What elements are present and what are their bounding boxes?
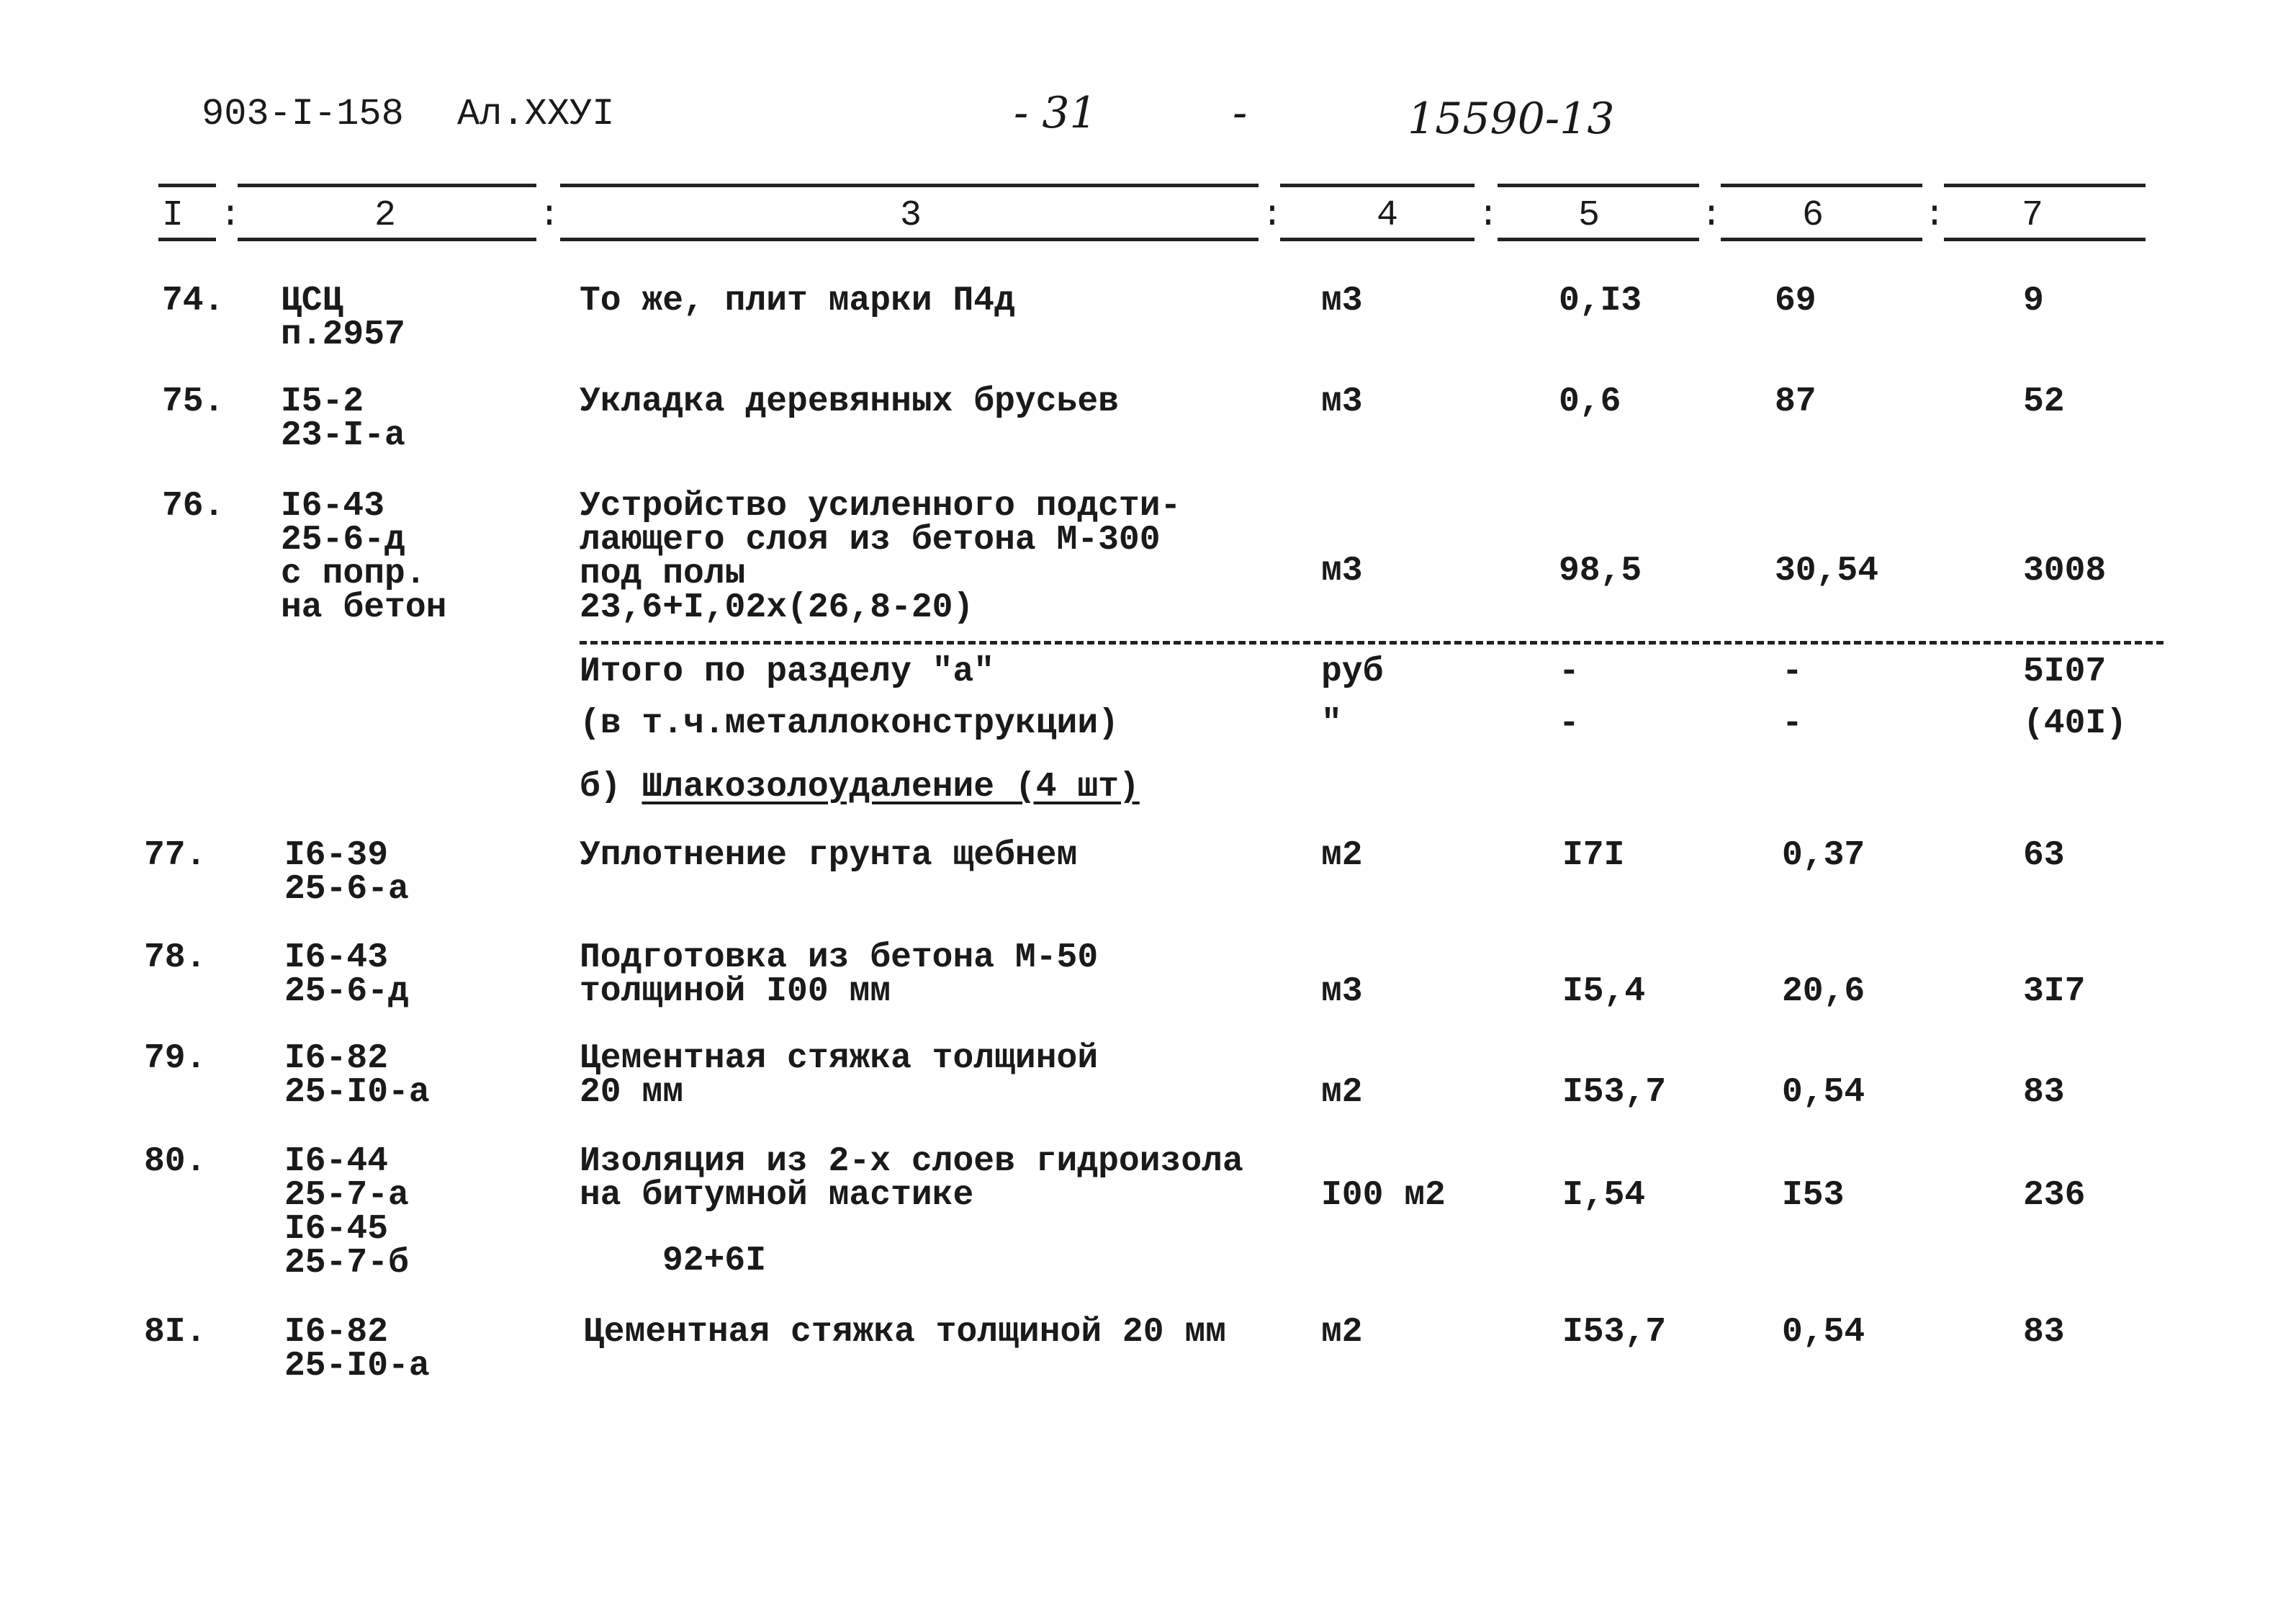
header-rule [1280, 184, 1475, 187]
unit: м2 [1321, 1313, 1363, 1352]
unit: I00 м2 [1321, 1176, 1446, 1215]
header-rule [238, 238, 536, 241]
quantity: 0,6 [1559, 382, 1621, 421]
section-heading [580, 768, 1140, 807]
column-separator: : [1701, 195, 1723, 236]
row-number: 80. [144, 1142, 207, 1181]
norm-code-line: на бетон [281, 588, 447, 627]
subtotal-incl-total: (40I) [2023, 704, 2128, 743]
unit: м3 [1321, 972, 1363, 1011]
work-description-line: под полы [580, 555, 746, 593]
header-rule [1944, 184, 2146, 187]
work-description-line: на битумной мастике [580, 1176, 974, 1215]
norm-code-line: I5-2 [281, 382, 364, 421]
page-number: - 31 [1014, 88, 1097, 138]
total-cost: 52 [2023, 382, 2065, 421]
unit: м3 [1321, 382, 1363, 421]
norm-code-line: 25-6-д [284, 972, 409, 1011]
total-cost: 236 [2023, 1176, 2086, 1215]
subtotal-price: - [1782, 652, 1803, 691]
quantity: I53,7 [1562, 1073, 1667, 1112]
sheet-label: Ал.ХХУI [457, 93, 615, 135]
work-description-line: Укладка деревянных брусьев [580, 382, 1119, 421]
column-separator: : [220, 195, 242, 236]
norm-code-line: 25-6-а [284, 870, 409, 909]
header-rule [560, 238, 1259, 241]
work-description-line: Уплотнение грунта щебнем [580, 836, 1078, 875]
subtotal-incl-label: (в т.ч.металлоконструкции) [580, 704, 1119, 743]
header-rule [158, 238, 216, 241]
header-rule [1498, 238, 1699, 241]
unit-price: 0,37 [1782, 836, 1865, 875]
unit: м2 [1321, 1073, 1363, 1112]
header-rule [1498, 184, 1699, 187]
column-number: 4 [1377, 195, 1399, 236]
column-number: 3 [900, 195, 922, 236]
work-description-line: Цементная стяжка толщиной 20 мм [583, 1313, 1226, 1352]
quantity: I53,7 [1562, 1313, 1667, 1352]
norm-code-line: 25-7-б [284, 1244, 409, 1283]
norm-code-line: I6-45 [284, 1210, 389, 1249]
subtotal-incl-unit: " [1321, 704, 1342, 743]
unit-price: 30,54 [1775, 552, 1879, 591]
norm-code-line: 23-I-а [281, 416, 405, 455]
norm-code-line: 25-I0-а [284, 1073, 430, 1112]
work-description-line: Изоляция из 2-х слоев гидроизола [580, 1142, 1243, 1181]
header-rule [1721, 184, 1922, 187]
calculation-note: 92+6I [662, 1242, 767, 1280]
subtotal-label: Итого по разделу "а" [580, 652, 995, 691]
column-separator: : [1477, 195, 1500, 236]
column-separator: : [539, 195, 561, 236]
header-rule [238, 184, 536, 187]
norm-code-line: I6-44 [284, 1142, 389, 1181]
work-description-line: Подготовка из бетона М-50 [580, 938, 1099, 977]
work-description-line: То же, плит марки П4д [580, 282, 1015, 320]
total-cost: 83 [2023, 1073, 2065, 1112]
work-description-line: толщиной I00 мм [580, 972, 891, 1011]
page-dash: - [1233, 88, 1248, 138]
unit-price: I53 [1782, 1176, 1845, 1215]
row-number: 77. [144, 836, 207, 875]
row-number: 78. [144, 938, 207, 977]
column-number: 7 [2022, 195, 2044, 236]
norm-code-line: 25-6-д [281, 521, 405, 560]
section-prefix: б) [580, 768, 642, 807]
norm-code-line: I6-39 [284, 836, 389, 875]
header-rule [1280, 238, 1475, 241]
unit: м3 [1321, 282, 1363, 320]
work-description-line: 23,6+I,02х(26,8-20) [580, 588, 974, 627]
norm-code-line: с попр. [281, 555, 426, 593]
header-rule [1721, 238, 1922, 241]
norm-code-line: I6-82 [284, 1039, 389, 1078]
column-number: 2 [374, 195, 397, 236]
norm-code-line: I6-82 [284, 1313, 389, 1352]
quantity: 98,5 [1559, 552, 1642, 591]
work-description-line: Цементная стяжка толщиной [580, 1039, 1099, 1078]
norm-code-line: п.2957 [281, 315, 405, 354]
norm-code-line: 25-7-а [284, 1176, 409, 1215]
unit: м2 [1321, 836, 1363, 875]
work-description-line: 20 мм [580, 1073, 684, 1112]
header-rule [158, 184, 216, 187]
column-number: 5 [1578, 195, 1601, 236]
quantity: I,54 [1562, 1176, 1646, 1215]
row-number: 74. [162, 282, 225, 320]
section-title: Шлакозолоудаление (4 шт) [641, 768, 1140, 807]
total-cost: 9 [2023, 282, 2044, 320]
norm-code-line: I6-43 [281, 487, 385, 526]
total-cost: 63 [2023, 836, 2065, 875]
unit-price: 87 [1775, 382, 1816, 421]
subtotal-incl-quantity: - [1559, 704, 1580, 743]
unit-price: 69 [1775, 282, 1816, 320]
work-description-line: лающего слоя из бетона М-300 [580, 521, 1161, 560]
column-number: 6 [1802, 195, 1824, 236]
total-cost: 3I7 [2023, 972, 2086, 1011]
subtotal-quantity: - [1559, 652, 1580, 691]
quantity: 0,I3 [1559, 282, 1642, 320]
subtotal-total: 5I07 [2023, 652, 2107, 691]
quantity: I7I [1562, 836, 1625, 875]
quantity: I5,4 [1562, 972, 1646, 1011]
work-description-line: Устройство усиленного подсти- [580, 487, 1181, 526]
total-cost: 3008 [2023, 552, 2107, 591]
subtotal-unit: руб [1321, 652, 1384, 691]
column-number: I [162, 195, 184, 236]
inventory-number: 15590-13 [1408, 94, 1615, 144]
norm-code-line: I6-43 [284, 938, 389, 977]
norm-code-line: 25-I0-а [284, 1347, 430, 1386]
section-divider [580, 641, 2164, 645]
header-rule [560, 184, 1259, 187]
header-rule [1944, 238, 2146, 241]
norm-code-line: ЦСЦ [281, 282, 343, 320]
row-number: 8I. [144, 1313, 207, 1352]
subtotal-incl-price: - [1782, 704, 1803, 743]
column-separator: : [1924, 195, 1946, 236]
unit-price: 0,54 [1782, 1073, 1865, 1112]
unit: м3 [1321, 552, 1363, 591]
unit-price: 0,54 [1782, 1313, 1865, 1352]
column-separator: : [1261, 195, 1284, 236]
document-code: 903-I-158 [202, 93, 404, 135]
total-cost: 83 [2023, 1313, 2065, 1352]
row-number: 75. [162, 382, 225, 421]
row-number: 76. [162, 487, 225, 526]
row-number: 79. [144, 1039, 207, 1078]
unit-price: 20,6 [1782, 972, 1865, 1011]
